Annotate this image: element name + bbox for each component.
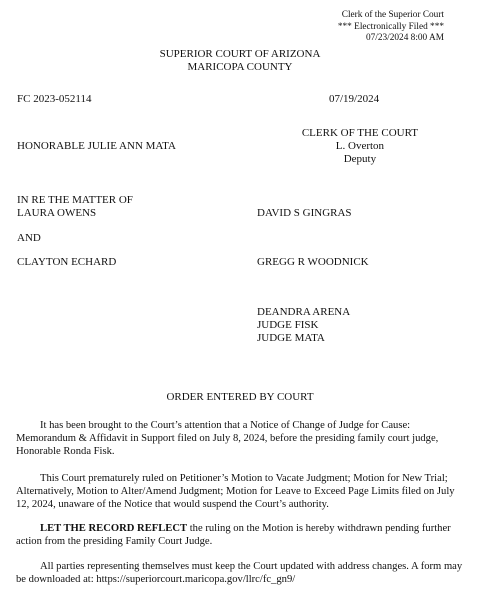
court-header [0,48,480,74]
attorney-one: DAVID S GINGRAS [257,207,352,219]
clerk-role: Deputy [343,153,377,165]
matter-caption [17,194,133,220]
clerk-name: L. Overton [335,140,385,152]
copy-recipient: JUDGE FISK [257,319,319,331]
court-name: SUPERIOR COURT OF ARIZONA [159,48,321,60]
matter-line: IN RE THE MATTER OF [17,194,133,206]
party-conjunction: AND [17,232,41,244]
filing-stamp [338,10,444,45]
court-county: MARICOPA COUNTY [187,61,293,73]
copy-recipient: JUDGE MATA [257,332,325,344]
party-one: LAURA OWENS [17,207,97,219]
clerk-title: CLERK OF THE COURT [301,127,418,139]
record-reflect-emphasis: LET THE RECORD REFLECT [40,523,188,534]
order-title: ORDER ENTERED BY COURT [166,391,314,403]
stamp-datetime: 07/23/2024 8:00 AM [366,33,444,43]
party-two: CLAYTON ECHARD [17,256,117,268]
case-date: 07/19/2024 [329,93,380,105]
order-paragraph-1: It has been brought to the Court’s attention that a Notice of Change of Judge for Cause: Memorandum & Affidavit in Support filed on July 8, 2024, before the presiding family court judge, Honorable Ronda Fisk. [16,420,439,457]
case-number: FC 2023-052114 [17,93,92,105]
order-paragraph-3 [16,522,468,548]
judge-name: HONORABLE JULIE ANN MATA [17,140,176,152]
stamp-clerk-line: Clerk of the Superior Court [341,10,444,20]
order-paragraph-4: All parties representing themselves must keep the Court updated with address changes. A form may be downloaded at: https://superiorcourt.maricopa.gov/llrc/fc_gn9/ [16,561,463,585]
attorney-two: GREGG R WOODNICK [257,256,369,268]
order-paragraph-3-text: the ruling on the Motion is hereby withdrawn pending further action from the presiding Family Court Judge. [16,523,451,547]
stamp-filed-line: *** Electronically Filed *** [337,21,444,32]
order-paragraph-2: This Court prematurely ruled on Petitioner’s Motion to Vacate Judgment; Motion for New Trial; Alternatively, Motion to Alter/Amend Judgment; Motion for Leave to Exceed Page Limits filed on July 12, 2024, unaware of the Notice that would suspend the Court’s authority. [16,473,455,510]
clerk-block [302,127,418,166]
copy-recipient: DEANDRA ARENA [257,306,351,318]
copies-list [257,306,350,345]
